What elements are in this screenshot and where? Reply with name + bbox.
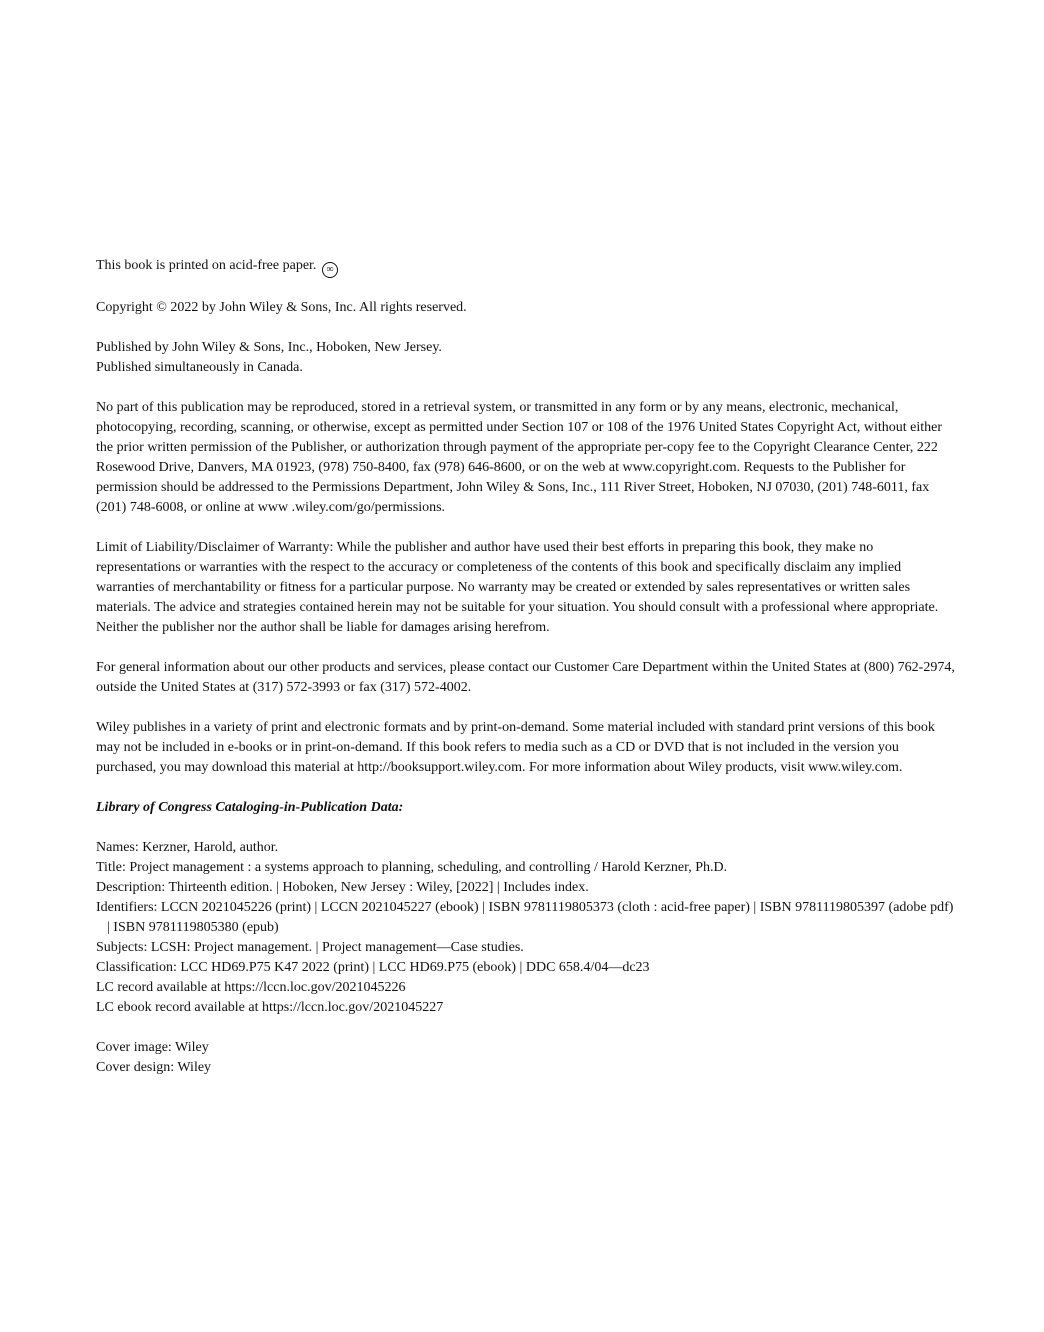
formats-paragraph: Wiley publishes in a variety of print and electronic formats and by print-on-demand. Some material included with standard print versions of this book may not be included in e-books or in print-on-demand. If this book refers to media such as a CD or DVD that is not included in the version you purchased, you may download this material at http://booksupport.wiley.com. For more information about Wiley products, visit www.wiley.com.: [96, 720, 935, 775]
permissions-paragraph: No part of this publication may be reproduced, stored in a retrieval system, or transmitted in any form or by any means, electronic, mechanical, photocopying, recording, scanning, or otherwise, except as permitted under Section 107 or 108 of the 1976 United States Copyright Act, without either the prior written permission of the Publisher, or authorization through payment of the appropriate per-copy fee to the Copyright Clearance Center, 222 Rosewood Drive, Danvers, MA 01923, (978) 750-8400, fax (978) 646-8600, or on the web at www.copyright.com. Requests to the Publisher for permission should be addressed to the Permissions Department, John Wiley & Sons, Inc., 111 River Street, Hoboken, NJ 07030, (201) 748-6011, fax (201) 748-6008, or online at www .wiley.com/go/permissions.: [96, 400, 943, 515]
published-line: Published by John Wiley & Sons, Inc., Hoboken, New Jersey.: [96, 340, 442, 355]
infinity-icon: ∞: [322, 262, 338, 278]
general-info-paragraph: For general information about our other products and services, please contact our Customer Care Department within the United States at (800) 762-2974, outside the United States at (317) 572-3993 or fax (317) 572-4002.: [96, 660, 955, 695]
publisher-info: [96, 338, 956, 378]
cip-entry: Classification: LCC HD69.P75 K47 2022 (print) | LCC HD69.P75 (ebook) | DDC 658.4/04—dc23: [96, 960, 650, 975]
published-line: Published simultaneously in Canada.: [96, 360, 303, 375]
cip-entry: Names: Kerzner, Harold, author.: [96, 840, 279, 855]
copyright-notice: Copyright © 2022 by John Wiley & Sons, Inc. All rights reserved.: [96, 300, 467, 315]
cip-entry: Title: Project management : a systems approach to planning, scheduling, and controlling / Harold Kerzner, Ph.D.: [96, 860, 728, 875]
cip-entry: LC record available at https://lccn.loc.gov/2021045226: [96, 980, 406, 995]
cover-image-credit: Cover image: Wiley: [96, 1040, 209, 1055]
copyright-page: [96, 256, 956, 1098]
acid-free-notice: [96, 256, 956, 278]
cover-credits: [96, 1038, 956, 1078]
cover-design-credit: Cover design: Wiley: [96, 1060, 212, 1075]
cip-entry: LC ebook record available at https://lccn.loc.gov/2021045227: [96, 1000, 444, 1015]
cip-heading: Library of Congress Cataloging-in-Publication Data:: [96, 800, 404, 815]
cip-entry: Subjects: LCSH: Project management. | Project management—Case studies.: [96, 940, 524, 955]
cip-entries: [96, 838, 956, 1018]
cip-entry: Identifiers: LCCN 2021045226 (print) | LCCN 2021045227 (ebook) | ISBN 9781119805373 (cloth : acid-free paper) | ISBN 9781119805397 (adobe pdf) | ISBN 9781119805380 (epub): [96, 900, 954, 935]
liability-paragraph: Limit of Liability/Disclaimer of Warranty: While the publisher and author have used their best efforts in preparing this book, they make no representations or warranties with the respect to the accuracy or completeness of the contents of this book and specifically disclaim any implied warranties of merchantability or fitness for a particular purpose. No warranty may be created or extended by sales representatives or written sales materials. The advice and strategies contained herein may not be suitable for your situation. You should consult with a professional where appropriate. Neither the publisher nor the author shall be liable for damages arising herefrom.: [96, 540, 939, 635]
acid-free-text: This book is printed on acid-free paper.: [96, 258, 317, 273]
cip-entry: Description: Thirteenth edition. | Hoboken, New Jersey : Wiley, [2022] | Includes index.: [96, 880, 589, 895]
